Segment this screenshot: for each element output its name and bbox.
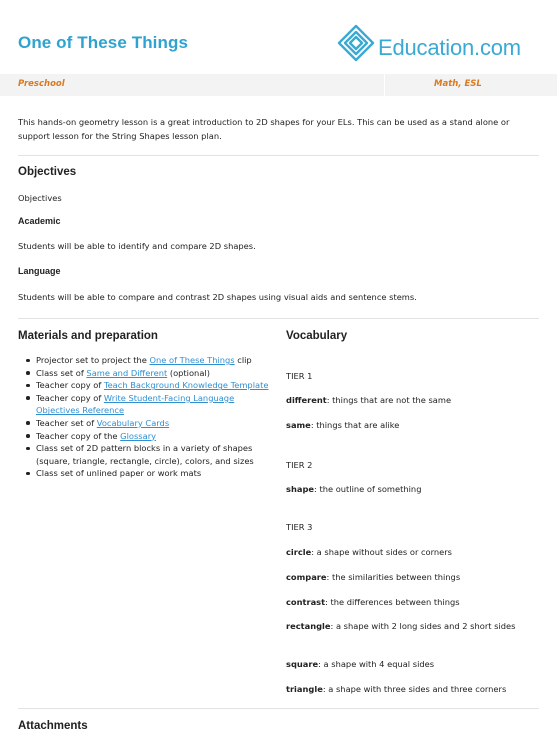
tier-3-label: TIER 3 [286,522,313,532]
list-item: Class set of 2D pattern blocks in a variety of shapes (square, triangle, rectangle, circle), colors, and sizes [22,442,272,467]
list-item: Class set of unlined paper or work mats [22,467,272,480]
materials-list [22,354,272,480]
page-title: One of These Things [18,33,189,52]
attachments-heading: Attachments [18,720,88,732]
objectives-heading: Objectives [18,166,77,178]
vocab-item: square: a shape with 4 equal sides [286,659,435,669]
link-background-knowledge-template[interactable]: Teach Background Knowledge Template [103,380,269,391]
grade-label: Preschool [18,79,65,89]
pencil-diamond-icon [336,23,376,63]
academic-heading: Academic [18,216,61,226]
tier-1-label: TIER 1 [286,371,313,381]
vocab-item: different: things that are not the same [286,395,452,405]
list-item: Projector set to project the One of These Things clip [22,354,272,367]
logo-wordmark: Education.com [378,35,521,60]
subject-label: Math, ESL [434,79,482,89]
list-item: Teacher set of Vocabulary Cards [22,417,272,430]
link-glossary[interactable]: Glossary [120,430,157,441]
meta-divider [384,74,385,96]
section-divider [18,155,539,156]
vocab-item: contrast: the differences between things [286,597,460,607]
materials-heading: Materials and preparation [18,330,158,342]
section-divider [18,708,539,709]
link-language-objectives-reference[interactable]: Write Student-Facing Language Objectives Reference [36,392,235,416]
vocab-item: rectangle: a shape with 2 long sides and 2 short sides [286,621,516,631]
link-vocabulary-cards[interactable]: Vocabulary Cards [96,417,170,428]
tier-2-label: TIER 2 [286,460,313,470]
intro-paragraph: This hands-on geometry lesson is a great introduction to 2D shapes for your ELs. This can be used as a stand alone or support lesson for the String Shapes lesson plan. [18,117,510,141]
list-item: Teacher copy of Teach Background Knowledge Template [22,379,272,392]
vocab-item: shape: the outline of something [286,484,422,494]
list-item: Teacher copy of the Glossary [22,430,272,443]
academic-text: Students will be able to identify and compare 2D shapes. [18,241,256,251]
vocab-item: compare: the similarities between things [286,572,461,582]
link-same-and-different[interactable]: Same and Different [86,367,168,378]
vocab-item: same: things that are alike [286,420,400,430]
vocab-item: circle: a shape without sides or corners [286,547,452,557]
vocabulary-heading: Vocabulary [286,330,348,342]
list-item: Class set of Same and Different (optional) [22,367,272,380]
meta-bar [0,74,557,96]
objectives-text: Objectives [18,193,62,203]
language-heading: Language [18,266,61,276]
education-logo[interactable] [336,21,542,67]
list-item: Teacher copy of Write Student-Facing Language Objectives Reference [22,392,272,417]
link-one-of-these-things[interactable]: One of These Things [149,355,235,365]
language-text: Students will be able to compare and contrast 2D shapes using visual aids and sentence stems. [18,292,417,302]
vocab-item: triangle: a shape with three sides and three corners [286,684,507,694]
section-divider [18,318,539,319]
